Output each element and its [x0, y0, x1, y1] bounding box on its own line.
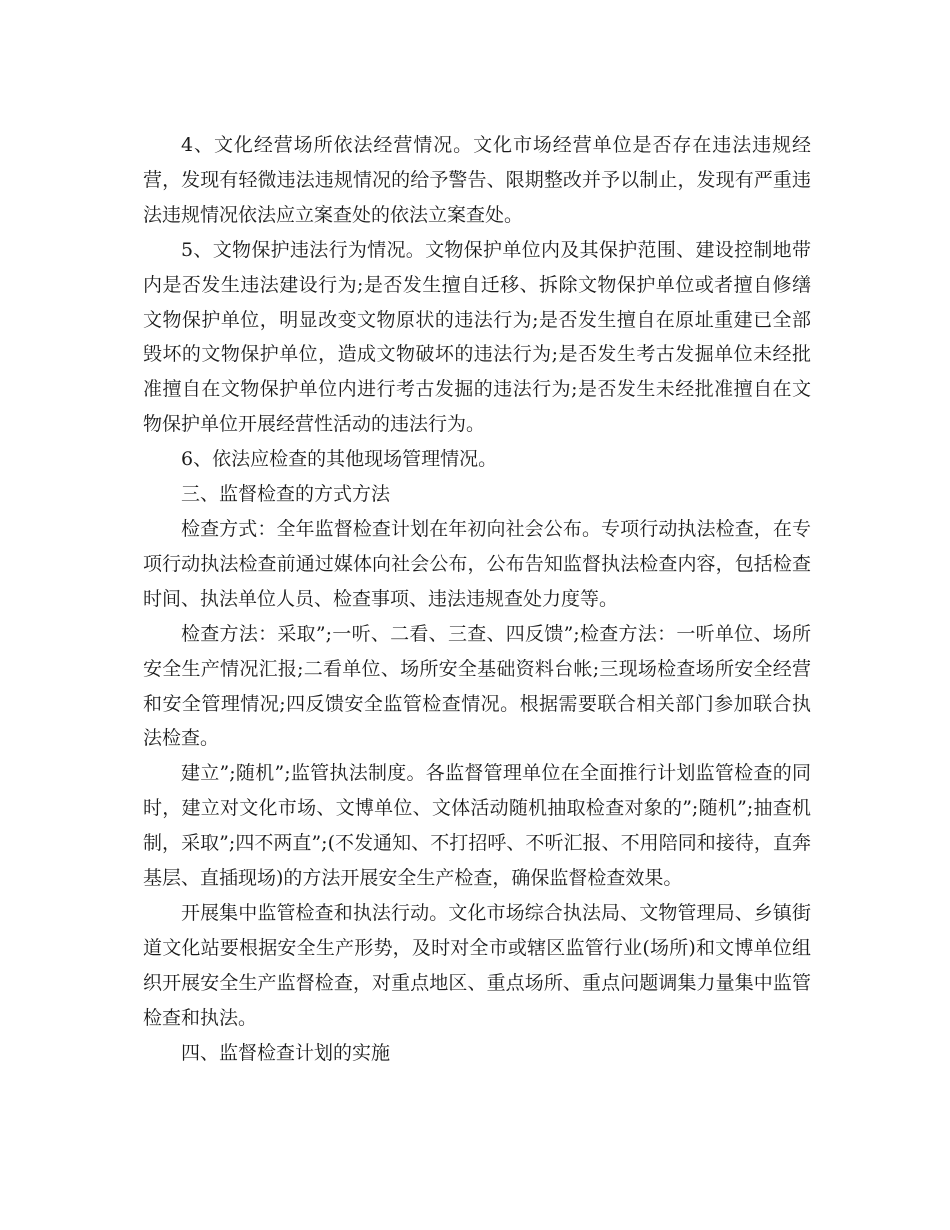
paragraph-inspection-mode: 检查方式：全年监督检查计划在年初向社会公布。专项行动执法检查，在专项行动执法检查前通过媒体向社会公布，公布告知监督执法检查内容，包括检查时间、执法单位人员、检查事项、违法违规查处力度等。: [143, 517, 811, 610]
paragraph-item-4-business-venues: 4、文化经营场所依法经营情况。文化市场经营单位是否存在违法违规经营，发现有轻微违法违规情况的给予警告、限期整改并予以制止，发现有严重违法违规情况依法应立案查处的依法立案查处。: [143, 134, 811, 226]
document-body: [143, 128, 811, 1070]
paragraph-item-6-other-checks: 6、依法应检查的其他现场管理情况。: [181, 448, 498, 471]
paragraph-concentrated-enforcement: 开展集中监管检查和执法行动。文化市场综合执法局、文物管理局、乡镇街道文化站要根据安全生产形势，及时对全市或辖区监管行业(场所)和文博单位组织开展安全生产监督检查，对重点地区、重点场所、重点问题调集力量集中监管检查和执法。: [143, 901, 811, 1029]
paragraph-inspection-approach: 检查方法：采取”;一听、二看、三查、四反馈”;检查方法：一听单位、场所安全生产情况汇报;二看单位、场所安全基础资料台帐;三现场检查场所安全经营和安全管理情况;四反馈安全监管检查情况。根据需要联合相关部门参加联合执法检查。: [143, 622, 811, 750]
paragraph-item-5-heritage-violations: 5、文物保护违法行为情况。文物保护单位内及其保护范围、建设控制地带内是否发生违法建设行为;是否发生擅自迁移、拆除文物保护单位或者擅自修缮文物保护单位，明显改变文物原状的违法行为;是否发生擅自在原址重建已全部毁坏的文物保护单位，造成文物破坏的违法行为;是否发生考古发掘单位未经批准擅自在文物保护单位内进行考古发掘的违法行为;是否发生未经批准擅自在文物保护单位开展经营性活动的违法行为。: [143, 238, 811, 436]
paragraph-random-supervision: 建立”;随机”;监管执法制度。各监督管理单位在全面推行计划监管检查的同时，建立对文化市场、文博单位、文体活动随机抽取检查对象的”;随机”;抽查机制，采取”;四不两直”;(不发通知、不打招呼、不听汇报、不用陪同和接待，直奔基层、直插现场)的方法开展安全生产检查，确保监督检查效果。: [143, 762, 811, 890]
section-heading-plan-implementation: 四、监督检查计划的实施: [181, 1041, 391, 1064]
section-heading-inspection-methods: 三、监督检查的方式方法: [181, 483, 391, 506]
